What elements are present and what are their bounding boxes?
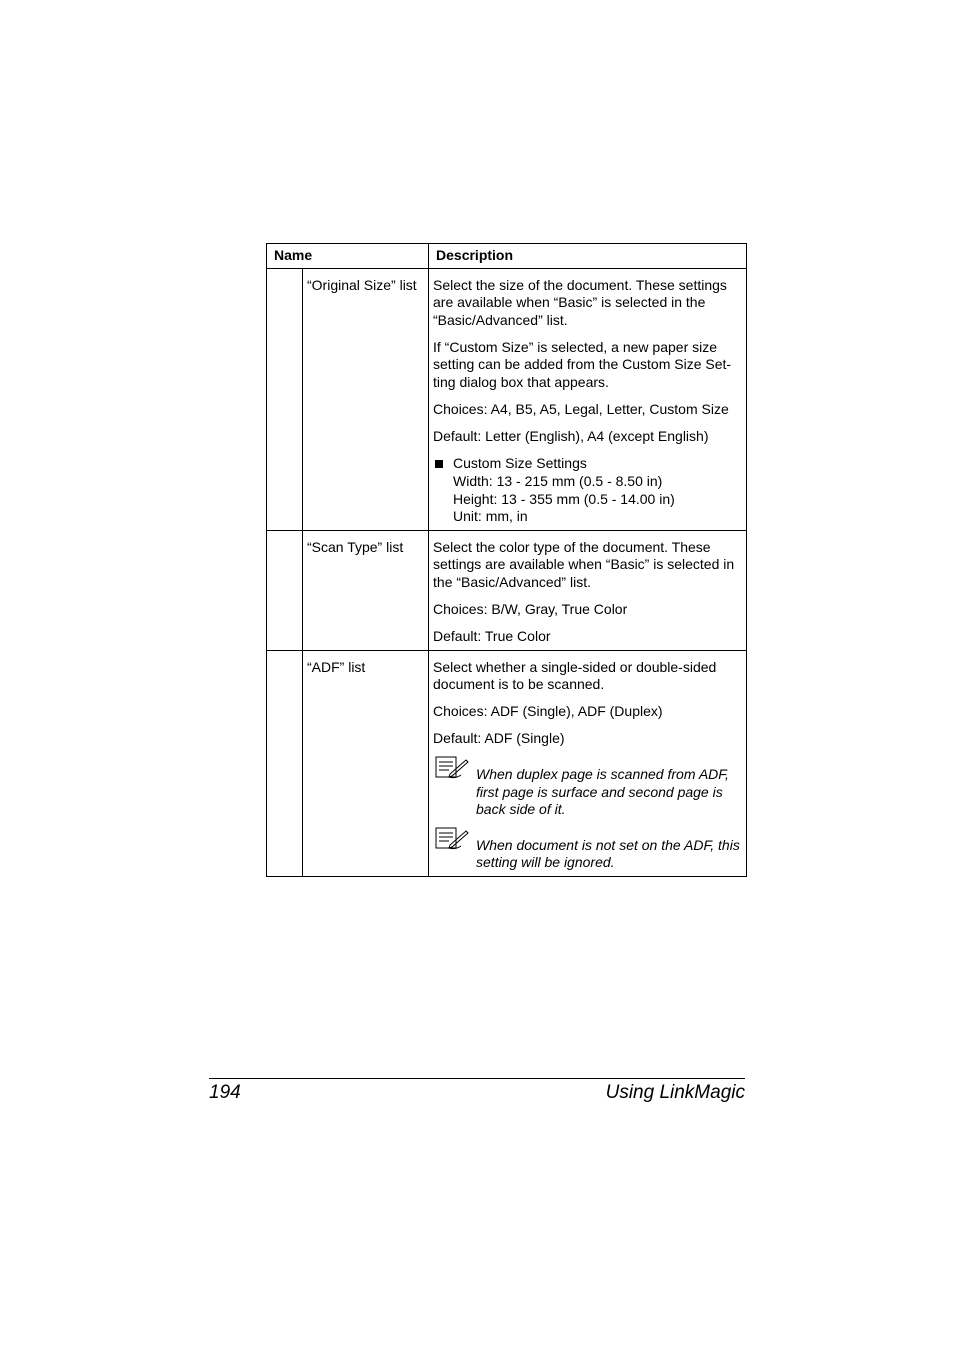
table-row (267, 650, 747, 876)
note-pencil-icon (435, 756, 469, 780)
custom-size-bullet (433, 455, 742, 525)
table-row (267, 268, 747, 530)
row-name: “Scan Type” list (303, 530, 429, 650)
header-description: Description (429, 244, 747, 269)
table-header-row (267, 244, 747, 269)
settings-table (266, 243, 747, 877)
description-paragraph: Default: True Color (433, 628, 551, 645)
note (433, 758, 742, 819)
bullet-line: Height: 13 - 355 mm (0.5 - 14.00 in) (453, 490, 675, 507)
row-description (429, 530, 747, 650)
description-paragraph: Choices: A4, B5, A5, Legal, Letter, Custom Size (433, 401, 729, 418)
bullet-title: Custom Size Settings (453, 455, 587, 472)
description-paragraph: Choices: ADF (Single), ADF (Duplex) (433, 703, 663, 720)
footer-rule (209, 1078, 745, 1079)
note-text: When duplex page is scanned from ADF, first page is surface and second page is back side of it. (476, 766, 729, 818)
row-description (429, 268, 747, 530)
square-bullet-icon (435, 460, 443, 468)
note (433, 829, 742, 872)
page-number: 194 (209, 1082, 241, 1103)
description-paragraph: Select the size of the document. These settings are available when “Basic” is selected in the “Basic/Advanced” list. (433, 276, 727, 328)
description-paragraph: Select whether a single-sided or double-sided document is to be scanned. (433, 658, 717, 693)
description-paragraph: Choices: B/W, Gray, True Color (433, 601, 628, 617)
note-text: When document is not set on the ADF, this setting will be ignored. (476, 836, 740, 871)
description-paragraph: Default: ADF (Single) (433, 730, 565, 747)
row-name: “ADF” list (303, 650, 429, 876)
row-description (429, 650, 747, 876)
row-name: “Original Size” list (303, 268, 429, 530)
bullet-line: Unit: mm, in (453, 508, 528, 525)
indent-cell (267, 650, 303, 876)
indent-cell (267, 530, 303, 650)
description-paragraph: If “Custom Size” is selected, a new paper size setting can be added from the Custom Size Set-ting dialog box that appears. (433, 338, 732, 391)
note-pencil-icon (435, 827, 469, 851)
indent-cell (267, 268, 303, 530)
description-paragraph: Default: Letter (English), A4 (except English) (433, 428, 709, 445)
header-name: Name (267, 244, 429, 269)
bullet-line: Width: 13 - 215 mm (0.5 - 8.50 in) (453, 472, 663, 489)
description-paragraph: Select the color type of the document. These settings are available when “Basic” is selected in the “Basic/Advanced” list. (433, 538, 735, 590)
footer-title: Using LinkMagic (605, 1082, 745, 1103)
table-row (267, 530, 747, 650)
